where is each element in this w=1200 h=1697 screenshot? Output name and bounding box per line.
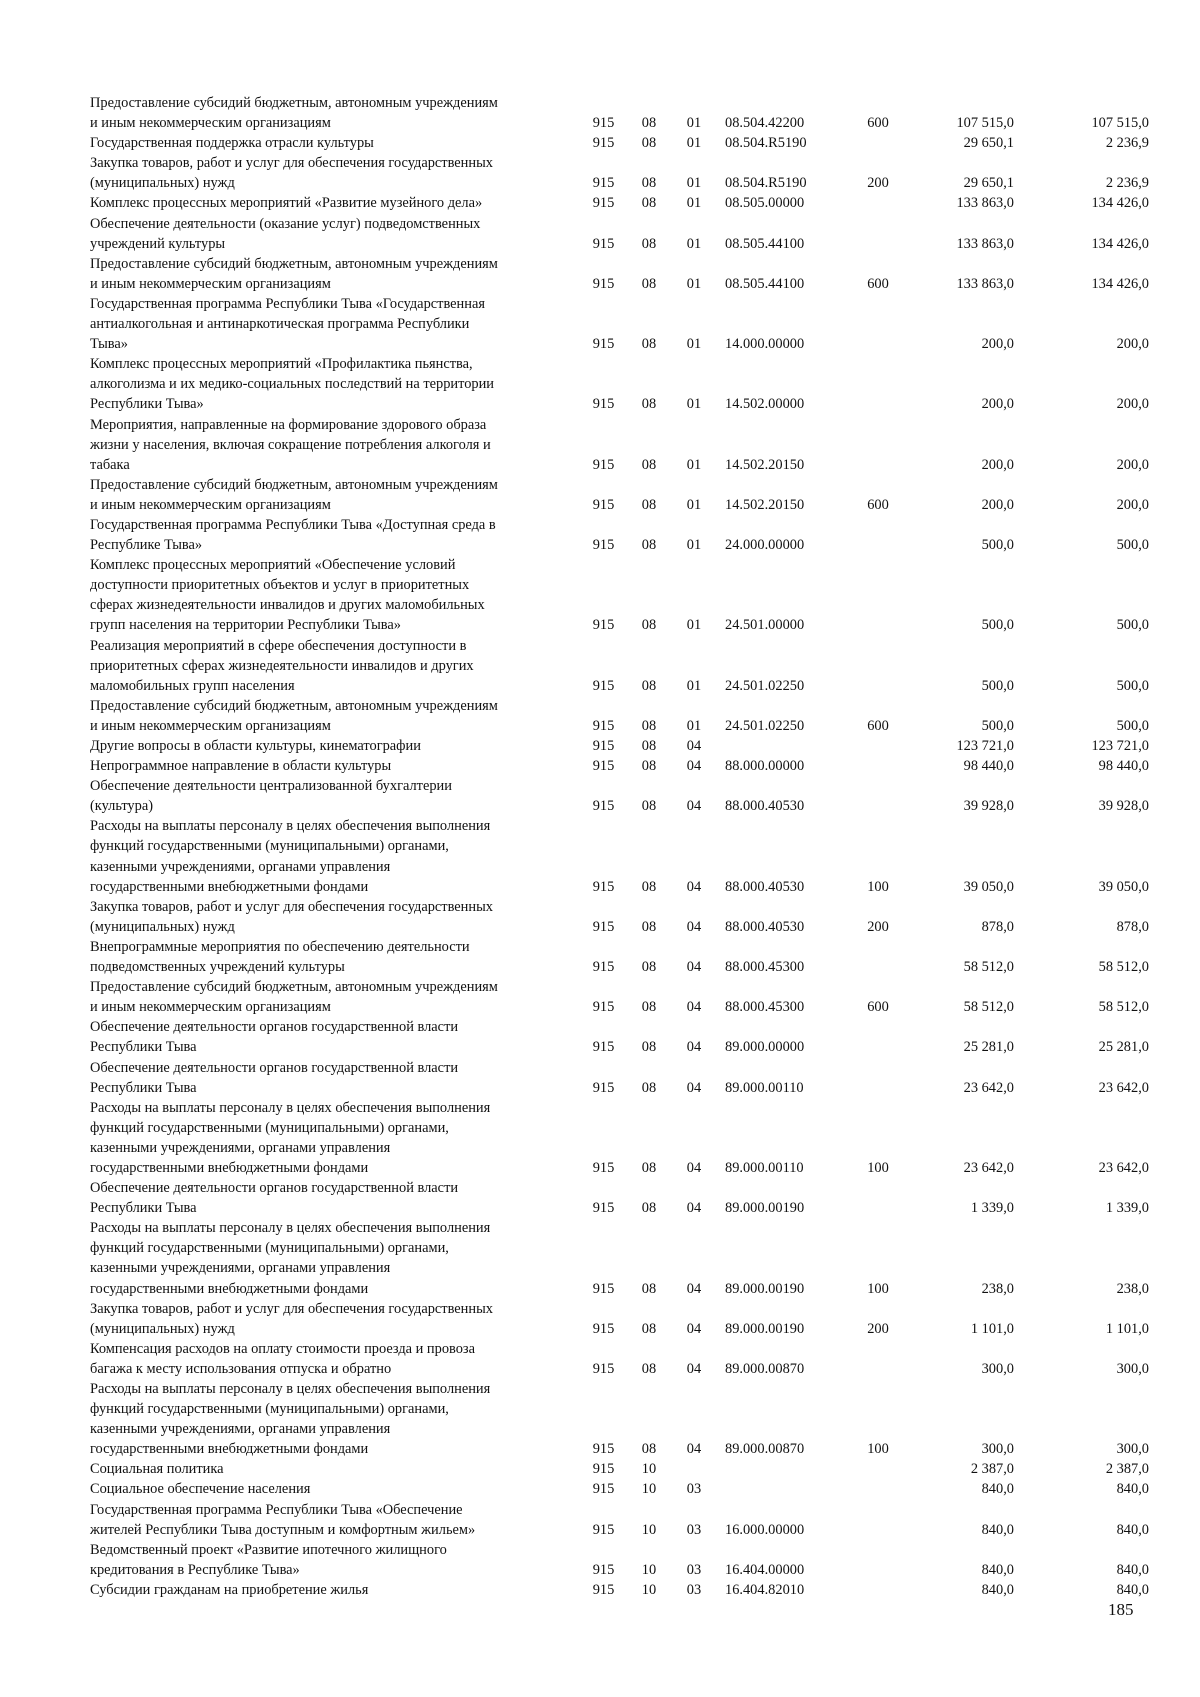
cell-vr: 100	[867, 1441, 889, 1458]
cell-gr: 915	[592, 959, 615, 976]
cell-gr: 915	[592, 1461, 615, 1478]
cell-pr: 04	[686, 798, 702, 815]
cell-rz: 08	[641, 717, 657, 734]
cell-name: Предоставление субсидий бюджетным, автономным учреждениям и иным некоммерческим организациям	[90, 255, 498, 292]
table-row	[90, 1058, 1150, 1098]
cell-vr: 200	[867, 918, 889, 935]
table-row	[90, 294, 1150, 354]
cell-rz: 08	[641, 999, 657, 1016]
cell-csr: 24.501.02250	[725, 677, 805, 694]
cell-rz: 10	[641, 1461, 657, 1478]
cell-name: Государственная программа Республики Тыва «Государственная антиалкогольная и антинаркотическая программа Республики Тыва»	[90, 295, 485, 353]
cell-s2: 840,0	[1116, 1581, 1149, 1598]
cell-s1: 300,0	[981, 1360, 1014, 1377]
cell-s1: 200,0	[981, 496, 1014, 513]
cell-rz: 08	[641, 878, 657, 895]
cell-gr: 915	[592, 918, 615, 935]
table-row	[90, 1017, 1150, 1057]
cell-rz: 08	[641, 336, 657, 353]
cell-s1: 123 721,0	[956, 738, 1014, 754]
cell-gr: 915	[592, 396, 615, 413]
cell-s2: 98 440,0	[1098, 758, 1149, 775]
cell-name: Предоставление субсидий бюджетным, автономным учреждениям и иным некоммерческим организациям	[90, 476, 498, 513]
cell-csr: 89.000.00870	[725, 1441, 805, 1458]
cell-s2: 500,0	[1116, 617, 1149, 634]
cell-csr: 08.505.44100	[725, 235, 805, 252]
cell-name: Предоставление субсидий бюджетным, автономным учреждениям и иным некоммерческим организациям	[90, 979, 498, 1016]
table-row	[90, 776, 1150, 816]
cell-gr: 915	[592, 758, 615, 775]
cell-rz: 08	[641, 1360, 657, 1377]
cell-rz: 08	[641, 677, 657, 694]
cell-s2: 878,0	[1116, 918, 1149, 935]
cell-rz: 08	[641, 175, 657, 192]
cell-s2: 23 642,0	[1098, 1159, 1149, 1176]
table-row	[90, 1098, 1150, 1178]
table-row	[90, 977, 1150, 1017]
cell-rz: 08	[641, 1079, 657, 1096]
cell-s1: 98 440,0	[963, 758, 1014, 775]
cell-gr: 915	[592, 195, 615, 212]
table-row	[90, 1218, 1150, 1298]
cell-s2: 300,0	[1116, 1441, 1149, 1458]
cell-s1: 238,0	[981, 1280, 1014, 1297]
cell-vr: 100	[867, 878, 889, 895]
table-row	[90, 1580, 1150, 1600]
cell-pr: 04	[686, 1441, 702, 1458]
cell-s2: 25 281,0	[1098, 1039, 1149, 1056]
cell-csr: 08.505.00000	[725, 195, 805, 212]
cell-pr: 04	[686, 918, 702, 935]
cell-csr: 89.000.00190	[725, 1280, 805, 1297]
cell-name: Обеспечение деятельности органов государственной власти Республики Тыва	[90, 1059, 459, 1096]
table-row	[90, 475, 1150, 515]
cell-s2: 500,0	[1116, 537, 1149, 554]
cell-s2: 300,0	[1116, 1360, 1149, 1377]
cell-csr: 88.000.00000	[725, 758, 805, 775]
cell-csr: 14.502.20150	[725, 456, 805, 473]
table-row	[90, 515, 1150, 555]
cell-csr: 88.000.40530	[725, 798, 805, 815]
cell-rz: 08	[641, 1200, 657, 1217]
cell-s1: 39 050,0	[963, 878, 1014, 895]
cell-pr: 04	[686, 738, 702, 754]
cell-pr: 01	[686, 175, 702, 192]
cell-gr: 915	[592, 175, 615, 192]
cell-s2: 134 426,0	[1091, 235, 1149, 252]
table-row	[90, 937, 1150, 977]
cell-csr: 89.000.00110	[725, 1159, 804, 1176]
cell-rz: 08	[641, 1159, 657, 1176]
cell-pr: 01	[686, 135, 702, 152]
cell-pr: 04	[686, 959, 702, 976]
cell-csr: 16.404.00000	[725, 1561, 805, 1578]
cell-s2: 238,0	[1116, 1280, 1149, 1297]
cell-gr: 915	[592, 456, 615, 473]
cell-name: Комплекс процессных мероприятий «Развитие музейного дела»	[90, 195, 483, 212]
cell-gr: 915	[592, 1360, 615, 1377]
cell-gr: 915	[592, 1280, 615, 1297]
cell-s1: 200,0	[981, 336, 1014, 353]
cell-gr: 915	[592, 999, 615, 1016]
cell-s1: 1 101,0	[970, 1320, 1014, 1337]
table-row	[90, 133, 1150, 153]
cell-s2: 23 642,0	[1098, 1079, 1149, 1096]
cell-csr: 14.000.00000	[725, 336, 805, 353]
cell-name: Обеспечение деятельности органов государственной власти Республики Тыва	[90, 1180, 459, 1217]
table-row	[90, 1339, 1150, 1379]
cell-gr: 915	[592, 677, 615, 694]
cell-s1: 878,0	[981, 918, 1014, 935]
table-row	[90, 1479, 1150, 1499]
cell-s1: 2 387,0	[970, 1461, 1014, 1478]
cell-vr: 600	[867, 115, 889, 132]
cell-rz: 08	[641, 1039, 657, 1056]
cell-pr: 04	[686, 999, 702, 1016]
cell-name: Расходы на выплаты персоналу в целях обеспечения выполнения функций государственными (муниципальными) органами, казенными учреждениями, органами управления государственными внебюджетными фондами	[90, 818, 491, 895]
cell-gr: 915	[592, 1441, 615, 1458]
cell-rz: 08	[641, 396, 657, 413]
cell-s1: 29 650,1	[963, 175, 1014, 192]
cell-pr: 01	[686, 617, 702, 634]
cell-pr: 01	[686, 235, 702, 252]
cell-rz: 08	[641, 496, 657, 513]
cell-csr: 08.505.44100	[725, 275, 805, 292]
table-row	[90, 1500, 1150, 1540]
table-row	[90, 897, 1150, 937]
cell-rz: 08	[641, 617, 657, 634]
budget-table	[90, 93, 1150, 1600]
cell-pr: 04	[686, 1360, 702, 1377]
cell-s1: 23 642,0	[963, 1159, 1014, 1176]
table-row	[90, 636, 1150, 696]
cell-pr: 03	[686, 1561, 702, 1578]
cell-name: Закупка товаров, работ и услуг для обеспечения государственных (муниципальных) нужд	[90, 1300, 493, 1337]
cell-name: Социальное обеспечение населения	[90, 1481, 311, 1498]
cell-rz: 08	[641, 537, 657, 554]
cell-s1: 58 512,0	[963, 999, 1014, 1016]
cell-gr: 915	[592, 496, 615, 513]
cell-pr: 04	[686, 1200, 702, 1217]
cell-gr: 915	[592, 1481, 615, 1498]
cell-rz: 10	[641, 1481, 657, 1498]
cell-s2: 200,0	[1116, 496, 1149, 513]
cell-pr: 04	[686, 758, 702, 775]
cell-vr: 600	[867, 717, 889, 734]
table-row	[90, 756, 1150, 776]
cell-s1: 500,0	[981, 677, 1014, 694]
cell-csr: 24.000.00000	[725, 537, 805, 554]
table-row	[90, 696, 1150, 736]
cell-pr: 01	[686, 195, 702, 212]
cell-rz: 08	[641, 456, 657, 473]
cell-s2: 840,0	[1116, 1481, 1149, 1498]
cell-pr: 04	[686, 878, 702, 895]
cell-csr: 08.504.R5190	[725, 135, 807, 152]
cell-csr: 08.504.42200	[725, 115, 805, 132]
cell-csr: 88.000.40530	[725, 918, 805, 935]
cell-name: Социальная политика	[90, 1461, 224, 1478]
page-number: 185	[1108, 1600, 1134, 1619]
cell-gr: 915	[592, 738, 615, 754]
cell-name: Предоставление субсидий бюджетным, автономным учреждениям и иным некоммерческим организациям	[90, 95, 498, 132]
cell-vr: 200	[867, 1320, 889, 1337]
cell-pr: 04	[686, 1039, 702, 1056]
cell-gr: 915	[592, 1200, 615, 1217]
cell-s1: 840,0	[981, 1581, 1014, 1598]
table-row	[90, 736, 1150, 756]
cell-csr: 24.501.00000	[725, 617, 805, 634]
cell-rz: 08	[641, 959, 657, 976]
cell-pr: 04	[686, 1320, 702, 1337]
table-row	[90, 153, 1150, 193]
cell-s2: 840,0	[1116, 1561, 1149, 1578]
cell-pr: 01	[686, 115, 702, 132]
cell-csr: 16.404.82010	[725, 1581, 805, 1598]
cell-gr: 915	[592, 1320, 615, 1337]
cell-s1: 25 281,0	[963, 1039, 1014, 1056]
cell-rz: 10	[641, 1561, 657, 1578]
cell-name: Государственная программа Республики Тыва «Доступная среда в Республике Тыва»	[90, 516, 496, 554]
cell-s1: 300,0	[981, 1441, 1014, 1458]
cell-name: Компенсация расходов на оплату стоимости проезда и провоза багажа к месту использования отпуска и обратно	[90, 1340, 475, 1377]
cell-s2: 107 515,0	[1091, 115, 1149, 132]
cell-gr: 915	[592, 1561, 615, 1578]
cell-vr: 100	[867, 1159, 889, 1176]
cell-s2: 39 050,0	[1098, 878, 1149, 895]
cell-s1: 500,0	[981, 717, 1014, 734]
cell-csr: 88.000.45300	[725, 959, 805, 976]
cell-s1: 200,0	[981, 396, 1014, 413]
cell-gr: 915	[592, 275, 615, 292]
cell-gr: 915	[592, 336, 615, 353]
cell-s1: 58 512,0	[963, 959, 1014, 976]
cell-gr: 915	[592, 1581, 615, 1598]
cell-pr: 01	[686, 275, 702, 292]
cell-vr: 200	[867, 175, 889, 192]
cell-s1: 23 642,0	[963, 1079, 1014, 1096]
table-row	[90, 816, 1150, 896]
cell-csr: 16.000.00000	[725, 1521, 805, 1538]
cell-s2: 2 387,0	[1105, 1461, 1149, 1478]
cell-vr: 600	[867, 496, 889, 513]
cell-pr: 04	[686, 1280, 702, 1297]
cell-vr: 600	[867, 999, 889, 1016]
cell-name: Государственная поддержка отрасли культуры	[90, 135, 374, 152]
cell-rz: 08	[641, 918, 657, 935]
cell-s2: 1 339,0	[1105, 1200, 1149, 1217]
table-row	[90, 354, 1150, 414]
cell-s2: 134 426,0	[1091, 195, 1149, 212]
cell-s1: 840,0	[981, 1481, 1014, 1498]
cell-s1: 133 863,0	[956, 195, 1014, 212]
cell-name: Обеспечение деятельности централизованной бухгалтерии (культура)	[90, 778, 452, 815]
cell-name: Субсидии гражданам на приобретение жилья	[90, 1581, 369, 1598]
cell-name: Обеспечение деятельности (оказание услуг) подведомственных учреждений культуры	[90, 215, 481, 252]
cell-name: Ведомственный проект «Развитие ипотечного жилищного кредитования в Республике Тыва»	[90, 1541, 447, 1578]
table-row	[90, 1299, 1150, 1339]
cell-s2: 840,0	[1116, 1521, 1149, 1538]
cell-pr: 03	[686, 1581, 702, 1598]
cell-pr: 01	[686, 537, 702, 554]
cell-gr: 915	[592, 1521, 615, 1538]
cell-vr: 600	[867, 275, 889, 292]
cell-s2: 58 512,0	[1098, 999, 1149, 1016]
table-row	[90, 1178, 1150, 1218]
cell-pr: 01	[686, 717, 702, 734]
cell-s2: 200,0	[1116, 456, 1149, 473]
table-row	[90, 415, 1150, 475]
cell-s2: 39 928,0	[1098, 798, 1149, 815]
cell-s1: 133 863,0	[956, 235, 1014, 252]
cell-name: Реализация мероприятий в сфере обеспечения доступности в приоритетных сферах жизнедеятельности инвалидов и других маломобильных групп населения	[90, 637, 474, 694]
table-row	[90, 1379, 1150, 1459]
cell-name: Расходы на выплаты персоналу в целях обеспечения выполнения функций государственными (муниципальными) органами, казенными учреждениями, органами управления государственными внебюджетными фондами	[90, 1099, 491, 1176]
cell-s2: 134 426,0	[1091, 275, 1149, 292]
cell-csr: 08.504.R5190	[725, 175, 807, 192]
cell-gr: 915	[592, 235, 615, 252]
cell-s2: 58 512,0	[1098, 959, 1149, 976]
cell-vr: 100	[867, 1280, 889, 1297]
cell-name: Расходы на выплаты персоналу в целях обеспечения выполнения функций государственными (муниципальными) органами, казенными учреждениями, органами управления государственными внебюджетными фондами	[90, 1220, 491, 1297]
cell-name: Внепрограммные мероприятия по обеспечению деятельности подведомственных учреждений культуры	[90, 938, 470, 976]
cell-csr: 88.000.45300	[725, 999, 805, 1016]
cell-s1: 39 928,0	[963, 798, 1014, 815]
cell-pr: 01	[686, 456, 702, 473]
cell-s2: 2 236,9	[1105, 175, 1149, 192]
cell-pr: 03	[686, 1521, 702, 1538]
cell-rz: 08	[641, 115, 657, 132]
cell-s1: 107 515,0	[956, 115, 1014, 132]
cell-name: Комплекс процессных мероприятий «Обеспечение условий доступности приоритетных объектов и услуг в приоритетных сферах жизнедеятельности инвалидов и других маломобильных групп населения на территории Республики Тыва»	[90, 557, 485, 634]
table-row	[90, 193, 1150, 213]
cell-rz: 08	[641, 758, 657, 775]
cell-csr: 89.000.00190	[725, 1320, 805, 1337]
cell-gr: 915	[592, 878, 615, 895]
cell-s2: 2 236,9	[1105, 135, 1149, 152]
cell-name: Закупка товаров, работ и услуг для обеспечения государственных (муниципальных) нужд	[90, 155, 493, 192]
cell-s2: 123 721,0	[1091, 738, 1149, 754]
cell-name: Другие вопросы в области культуры, кинематографии	[90, 738, 421, 754]
cell-s1: 200,0	[981, 456, 1014, 473]
cell-gr: 915	[592, 798, 615, 815]
cell-s2: 1 101,0	[1105, 1320, 1149, 1337]
cell-rz: 08	[641, 235, 657, 252]
cell-rz: 08	[641, 135, 657, 152]
cell-s1: 133 863,0	[956, 275, 1014, 292]
cell-csr: 89.000.00110	[725, 1079, 804, 1096]
cell-name: Предоставление субсидий бюджетным, автономным учреждениям и иным некоммерческим организациям	[90, 697, 498, 734]
cell-name: Мероприятия, направленные на формирование здорового образа жизни у населения, включая сокращение потребления алкоголя и табака	[90, 416, 491, 473]
cell-name: Комплекс процессных мероприятий «Профилактика пьянства, алкоголизма и их медико-социальных последствий на территории Республики Тыва»	[90, 356, 494, 413]
cell-rz: 08	[641, 1441, 657, 1458]
cell-s2: 200,0	[1116, 396, 1149, 413]
table-row	[90, 1540, 1150, 1580]
cell-rz: 08	[641, 195, 657, 212]
cell-pr: 04	[686, 1079, 702, 1096]
cell-gr: 915	[592, 135, 615, 152]
table-row	[90, 1459, 1150, 1479]
cell-name: Непрограммное направление в области культуры	[90, 758, 392, 775]
cell-gr: 915	[592, 115, 615, 132]
cell-pr: 01	[686, 496, 702, 513]
cell-gr: 915	[592, 1159, 615, 1176]
cell-s1: 840,0	[981, 1521, 1014, 1538]
cell-rz: 08	[641, 798, 657, 815]
cell-s1: 29 650,1	[963, 135, 1014, 152]
cell-gr: 915	[592, 617, 615, 634]
cell-gr: 915	[592, 1079, 615, 1096]
cell-csr: 88.000.40530	[725, 878, 805, 895]
cell-csr: 89.000.00190	[725, 1200, 805, 1217]
cell-rz: 10	[641, 1521, 657, 1538]
table-row	[90, 254, 1150, 294]
table-row	[90, 555, 1150, 635]
cell-csr: 14.502.20150	[725, 496, 805, 513]
cell-name: Расходы на выплаты персоналу в целях обеспечения выполнения функций государственными (муниципальными) органами, казенными учреждениями, органами управления государственными внебюджетными фондами	[90, 1381, 491, 1458]
cell-s1: 840,0	[981, 1561, 1014, 1578]
cell-csr: 89.000.00870	[725, 1360, 805, 1377]
cell-rz: 08	[641, 1320, 657, 1337]
cell-s2: 500,0	[1116, 677, 1149, 694]
cell-csr: 24.501.02250	[725, 717, 805, 734]
cell-csr: 14.502.00000	[725, 396, 805, 413]
cell-rz: 10	[641, 1581, 657, 1598]
cell-s1: 1 339,0	[970, 1200, 1014, 1217]
cell-s1: 500,0	[981, 617, 1014, 634]
cell-s2: 200,0	[1116, 336, 1149, 353]
cell-pr: 01	[686, 336, 702, 353]
cell-pr: 01	[686, 396, 702, 413]
cell-gr: 915	[592, 717, 615, 734]
cell-name: Государственная программа Республики Тыва «Обеспечение жителей Республики Тыва доступным и комфортным жильем»	[90, 1501, 476, 1538]
cell-rz: 08	[641, 1280, 657, 1297]
cell-gr: 915	[592, 537, 615, 554]
cell-rz: 08	[641, 275, 657, 292]
cell-name: Обеспечение деятельности органов государственной власти Республики Тыва	[90, 1019, 459, 1056]
cell-rz: 08	[641, 738, 657, 754]
table-row	[90, 93, 1150, 133]
cell-pr: 03	[686, 1481, 702, 1498]
cell-s2: 500,0	[1116, 717, 1149, 734]
cell-pr: 04	[686, 1159, 702, 1176]
cell-gr: 915	[592, 1039, 615, 1056]
cell-pr: 01	[686, 677, 702, 694]
cell-name: Закупка товаров, работ и услуг для обеспечения государственных (муниципальных) нужд	[90, 898, 493, 935]
cell-s1: 500,0	[981, 537, 1014, 554]
cell-csr: 89.000.00000	[725, 1039, 805, 1056]
table-row	[90, 214, 1150, 254]
